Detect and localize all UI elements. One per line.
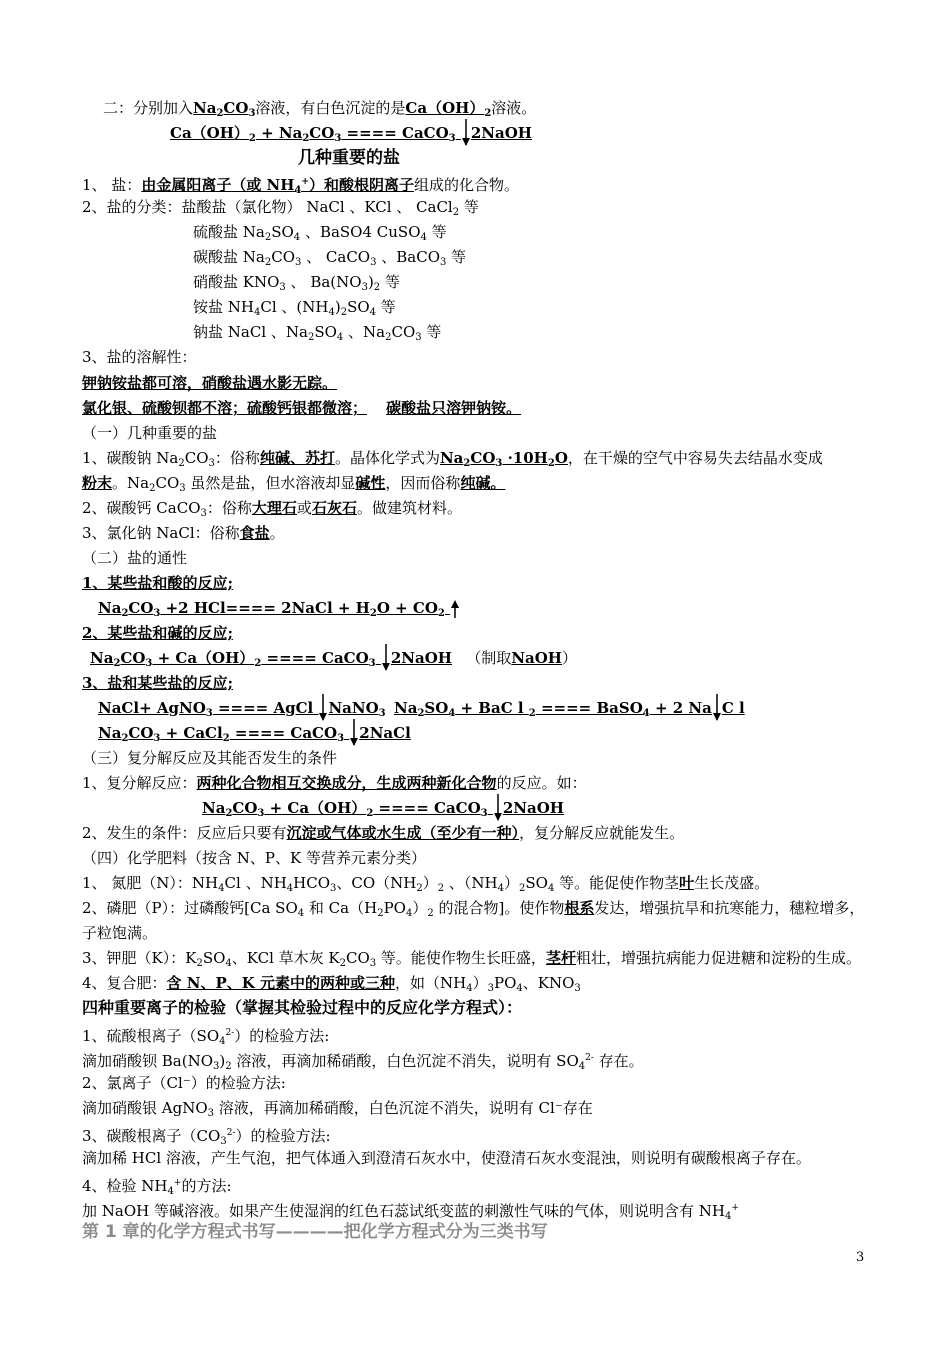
text: 4、复合肥： xyxy=(82,974,167,992)
line-classification-sulfate: 硫酸盐 $Na_2SO_4$ 、BaSO4 CuSO$_4$ 等 xyxy=(193,223,447,243)
text: 大理石 xyxy=(251,499,297,517)
down-arrow-icon xyxy=(493,798,503,818)
line-ammonium-test-heading: 4、检验 $NH_4^+$的方法: xyxy=(82,1177,232,1197)
down-arrow-icon xyxy=(712,698,722,718)
down-arrow-icon xyxy=(461,123,471,143)
equation-na2co3-hcl: $Na_2CO_3 +2$ HCl==== 2NaCl + $H_2O + CO_2$ xyxy=(98,598,460,624)
text: 1、 盐： xyxy=(82,176,142,194)
line-salt-acid-heading: 1、某些盐和酸的反应; xyxy=(82,574,233,592)
line-calcium-carbonate: 2、碳酸钙 CaCO$_3$：俗称大理石或石灰石。做建筑材料。 xyxy=(82,499,462,519)
text: 。晶体化学式为 xyxy=(334,449,440,467)
page-number: 3 xyxy=(856,1250,865,1265)
equation-caoh2-na2co3: $Ca(OH)_2 + Na_2CO_3$ ==== CaCO$_3$ 2NaOH xyxy=(170,124,532,144)
line-solubility-rule-2 xyxy=(82,398,521,418)
text: 粗壮，增强抗病能力促进糖和淀粉的生成。 xyxy=(575,949,861,967)
text: ，复分解反应就能发生。 xyxy=(519,824,685,842)
down-arrow-icon xyxy=(381,648,391,668)
text: 溶液。 xyxy=(491,99,537,117)
text: ，因而俗称 xyxy=(385,474,461,492)
line-sodium-carbonate-2: 粉末。$Na_2CO_3$ 虽然是盐，但水溶液却显碱性，因而俗称纯碱。 xyxy=(82,474,506,494)
section-title-salts: 几种重要的盐 xyxy=(298,148,400,168)
line-salt-salt-heading: 3、盐和某些盐的反应; xyxy=(82,674,233,692)
line-sulfate-test: 滴加硝酸钡 $Ba(NO_3)_2$ 溶液，再滴加稀硝酸，白色沉淀不消失，说明有 $SO_4^{2-}$ 存在。 xyxy=(82,1052,644,1072)
formula-hydrate: $Na_2CO_3 \cdot 10H_2O$ xyxy=(439,449,568,469)
text: 。 xyxy=(269,524,285,542)
text: 组成的化合物。 xyxy=(413,176,519,194)
text: 纯碱。 xyxy=(460,474,506,492)
text: 石灰石 xyxy=(311,499,357,517)
text: 或 xyxy=(296,499,312,517)
formula-na2co3: $Na_2CO_3$ xyxy=(193,99,256,119)
text: ） xyxy=(561,649,577,667)
line-classification-chloride: 2、盐的分类：盐酸盐（氯化物） NaCl 、KCl 、 CaCl$_2$ 等 xyxy=(82,198,479,218)
text: 粉末 xyxy=(82,474,113,492)
line-classification-ammonium: 铵盐 $NH_4Cl$ 、$(NH_4)_2SO_4$ 等 xyxy=(193,298,396,318)
equation-na2co3-caoh2 xyxy=(90,648,577,674)
text: 根系 xyxy=(564,899,595,917)
text: 纯碱、苏打 xyxy=(259,449,335,467)
line-method-two xyxy=(103,98,536,124)
text: 溶液，有白色沉淀的是 xyxy=(255,99,406,117)
line-ammonium-test: 加 NaOH 等碱溶液。如果产生使湿润的红色石蕊试纸变蓝的刺激性气味的气体，则说明含有 $NH_4^+$ xyxy=(82,1202,739,1222)
line-double-decomposition-def xyxy=(82,773,587,793)
text: 3、氯化钠 NaCl：俗称 xyxy=(82,524,240,542)
text: 发达，增强抗旱和抗寒能力，穗粒增多， xyxy=(594,899,865,917)
text: 叶 xyxy=(679,874,695,892)
line-general-properties: （二）盐的通性 xyxy=(82,549,188,567)
down-arrow-icon xyxy=(318,698,328,718)
equation-na2co3-cacl2: $Na_2CO_3$ + CaCl$_2$ ==== CaCO$_3$ 2NaCl xyxy=(98,724,411,744)
line-conditions xyxy=(82,823,684,843)
line-compound-fertilizer: 4、复合肥：含 N、P、K 元素中的两种或三种，如$(NH_4)_3PO_4$、$KNO_3$ xyxy=(82,974,581,994)
line-sodium-chloride xyxy=(82,523,285,543)
text: 两种化合物相互交换成分，生成两种新化合物 xyxy=(196,774,497,792)
equation-nacl-agno3: NaCl+ AgNO$_3$ ==== AgCl NaNO$_3$ xyxy=(98,699,386,719)
line-chloride-test: 滴加硝酸银 AgNO$_3$ 溶液，再滴加稀硝酸，白色沉淀不消失，说明有 Cl⁻存在 xyxy=(82,1099,593,1119)
line-sodium-carbonate: 1、碳酸钠 $Na_2CO_3$：俗称纯碱、苏打。晶体化学式为$Na_2CO_3 \cdot 10H_2O$，在干燥的空气中容易失去结晶水变成 xyxy=(82,449,823,469)
line-solubility-rule-1: 钾钠铵盐都可溶，硝酸盐遇水影无踪。 xyxy=(82,374,338,392)
equation-na2so4-bacl2: $Na_2SO_4$ + BaC l $_2$ ==== BaSO$_4$ + 2 Na C l xyxy=(394,699,745,719)
line-classification-nitrate: 硝酸盐 $KNO_3$ 、 $Ba(NO_3)_2$ 等 xyxy=(193,273,400,293)
equation: $Na_2CO_3 + Ca(OH)_2$ ==== CaCO$_3$ 2NaOH xyxy=(90,649,452,669)
text: 碱性 xyxy=(355,474,386,492)
text: 生长茂盛。 xyxy=(694,874,770,892)
line-important-salts: （一）几种重要的盐 xyxy=(82,424,218,442)
line-phosphorus-fertilizer: 2、磷肥（P）：过磷酸钙[Ca $SO_4$ 和 $Ca(H_2PO_4)_2$ 的混合物]。使作物根系发达，增强抗旱和抗寒能力，穗粒增多， xyxy=(82,899,865,919)
line-fertilizer-heading: （四）化学肥料（按含 N、P、K 等营养元素分类） xyxy=(82,849,426,867)
up-arrow-icon xyxy=(450,598,460,618)
definition-emphasis: 由金属阳离子（或 $NH_4^+$）和酸根阴离子 xyxy=(141,176,414,196)
text: 碳酸盐只溶钾钠铵。 xyxy=(386,399,522,417)
text: 食盐 xyxy=(239,524,270,542)
line-double-decomposition: （三）复分解反应及其能否发生的条件 xyxy=(82,749,338,767)
text: 2、发生的条件：反应后只要有 xyxy=(82,824,287,842)
text: NaOH xyxy=(511,649,562,667)
text: （制取 xyxy=(466,649,512,667)
line-classification-carbonate: 碳酸盐 $Na_2CO_3$ 、 CaCO$_3$ 、BaCO$_3$ 等 xyxy=(193,248,467,268)
line-solubility-heading: 3、盐的溶解性： xyxy=(82,348,197,366)
equation-example: $Na_2CO_3 + Ca(OH)_2$ ==== CaCO$_3$ 2NaOH xyxy=(202,799,564,819)
line-classification-sodium: 钠盐 NaCl 、$Na_2SO_4$ 、$Na_2CO_3$ 等 xyxy=(193,323,442,343)
text: 茎杆 xyxy=(545,949,576,967)
section-title-ion-tests: 四种重要离子的检验（掌握其检验过程中的反应化学方程式）： xyxy=(82,998,523,1017)
text: 氯化银、硫酸钡都不溶；硫酸钙银都微溶； xyxy=(82,399,368,417)
line-sulfate-test-heading: 1、硫酸根离子$(SO_4^{2-})$的检验方法: xyxy=(82,1027,330,1047)
line-carbonate-test: 滴加稀 HCl 溶液，产生气泡，把气体通入到澄清石灰水中，使澄清石灰水变混浊，则说明有碳酸根离子存在。 xyxy=(82,1149,811,1167)
down-arrow-icon xyxy=(349,723,359,743)
text: 。做建筑材料。 xyxy=(356,499,462,517)
text: 含 N、P、K 元素中的两种或三种 xyxy=(166,974,396,992)
text: 的反应。如： xyxy=(496,774,587,792)
text: 1、复分解反应： xyxy=(82,774,197,792)
line-carbonate-test-heading: 3、碳酸根离子$(CO_3^{2-})$的检验方法: xyxy=(82,1127,331,1147)
text: 二：分别加入 xyxy=(103,99,194,117)
line-salt-base-heading: 2、某些盐和碱的反应; xyxy=(82,624,233,642)
formula-caoh2: $Ca(OH)_2$ xyxy=(405,99,492,119)
line-potassium-fertilizer: 3、钾肥（K）：$K_2SO_4$、KCl 草木灰 $K_2CO_3$ 等。能使作物生长旺盛，茎杆粗壮，增强抗病能力促进糖和淀粉的生成。 xyxy=(82,949,861,969)
line-phosphorus-fertilizer-2: 子粒饱满。 xyxy=(82,924,158,942)
section-title-chapter1: 第 1 章的化学方程式书写————把化学方程式分为三类书写 xyxy=(82,1222,548,1242)
text: ，在干燥的空气中容易失去结晶水变成 xyxy=(567,449,823,467)
line-nitrogen-fertilizer: 1、 氮肥（N）：$NH_4Cl$ 、$NH_4HCO_3$、$CO(NH_2)_2$ 、$(NH_4)_2SO_4$ 等。能促使作物茎叶生长茂盛。 xyxy=(82,874,770,894)
line-chloride-test-heading: 2、氯离子（Cl⁻）的检验方法: xyxy=(82,1074,286,1092)
text: 沉淀或气体或水生成（至少有一种） xyxy=(286,824,520,842)
